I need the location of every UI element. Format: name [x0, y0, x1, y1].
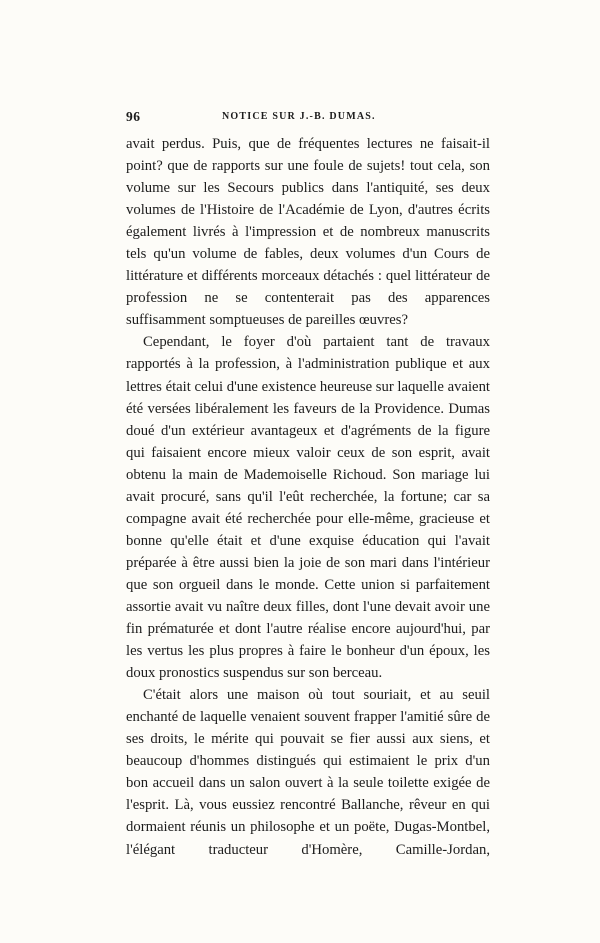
running-head [126, 109, 490, 129]
paragraph-2: Cependant, le foyer d'où partaient tant de travaux rapportés à la profession, à l'administration publique et aux lettres était celui d'une existence heureuse sur laquelle avaient été versées libéralement les faveurs de la Providence. Dumas doué d'un extérieur avantageux et d'agréments de la figure qui faisaient encore mieux valoir ceux de son esprit, avait obtenu la main de Mademoiselle Richoud. Son mariage lui avait procuré, sans qu'il l'eût recherchée, la fortune; car sa compagne avait été recherchée pour elle-même, gracieuse et bonne qu'elle était et d'une exquise éducation qui l'avait préparée à être aussi bien la joie de son mari dans l'intérieur que son orgueil dans le monde. Cette union si parfaitement assortie avait vu naître deux filles, dont l'une devait avoir une fin prématurée et dont l'autre réalise encore aujourd'hui, par les vertus les plus propres à faire le bonheur d'un époux, les doux pronostics suspendus sur son berceau. [126, 334, 490, 682]
page-number: 96 [126, 109, 141, 124]
paragraph-3: C'était alors une maison où tout souriait, et au seuil enchanté de laquelle venaient souvent frapper l'amitié sûre de ses droits, le mérite qui pouvait se fier aussi aux siens, et beaucoup d'hommes distingués qui estimaient le prix d'un bon accueil dans un salon ouvert à la seule toilette exigée de l'esprit. Là, vous eussiez rencontré Ballanche, rêveur en qui dormaient réunis un philosophe et un poëte, Dugas-Montbel, l'élégant traducteur d'Homère, Camille-Jordan, [126, 687, 490, 858]
body-text [126, 133, 490, 861]
running-title: NOTICE SUR J.-B. DUMAS. [222, 111, 376, 122]
paragraph-1: avait perdus. Puis, que de fréquentes lectures ne faisait-il point? que de rapports sur une foule de sujets! tout cela, son volume sur les Secours publics dans l'antiquité, ses deux volumes de l'Histoire de l'Académie de Lyon, d'autres écrits également livrés à l'impression et de nombreux manuscrits tels qu'un volume de fables, deux volumes d'un Cours de littérature et différents morceaux détachés : quel littérateur de profession ne se contenterait pas des apparences suffisamment somptueuses de pareilles œuvres? [126, 136, 490, 329]
